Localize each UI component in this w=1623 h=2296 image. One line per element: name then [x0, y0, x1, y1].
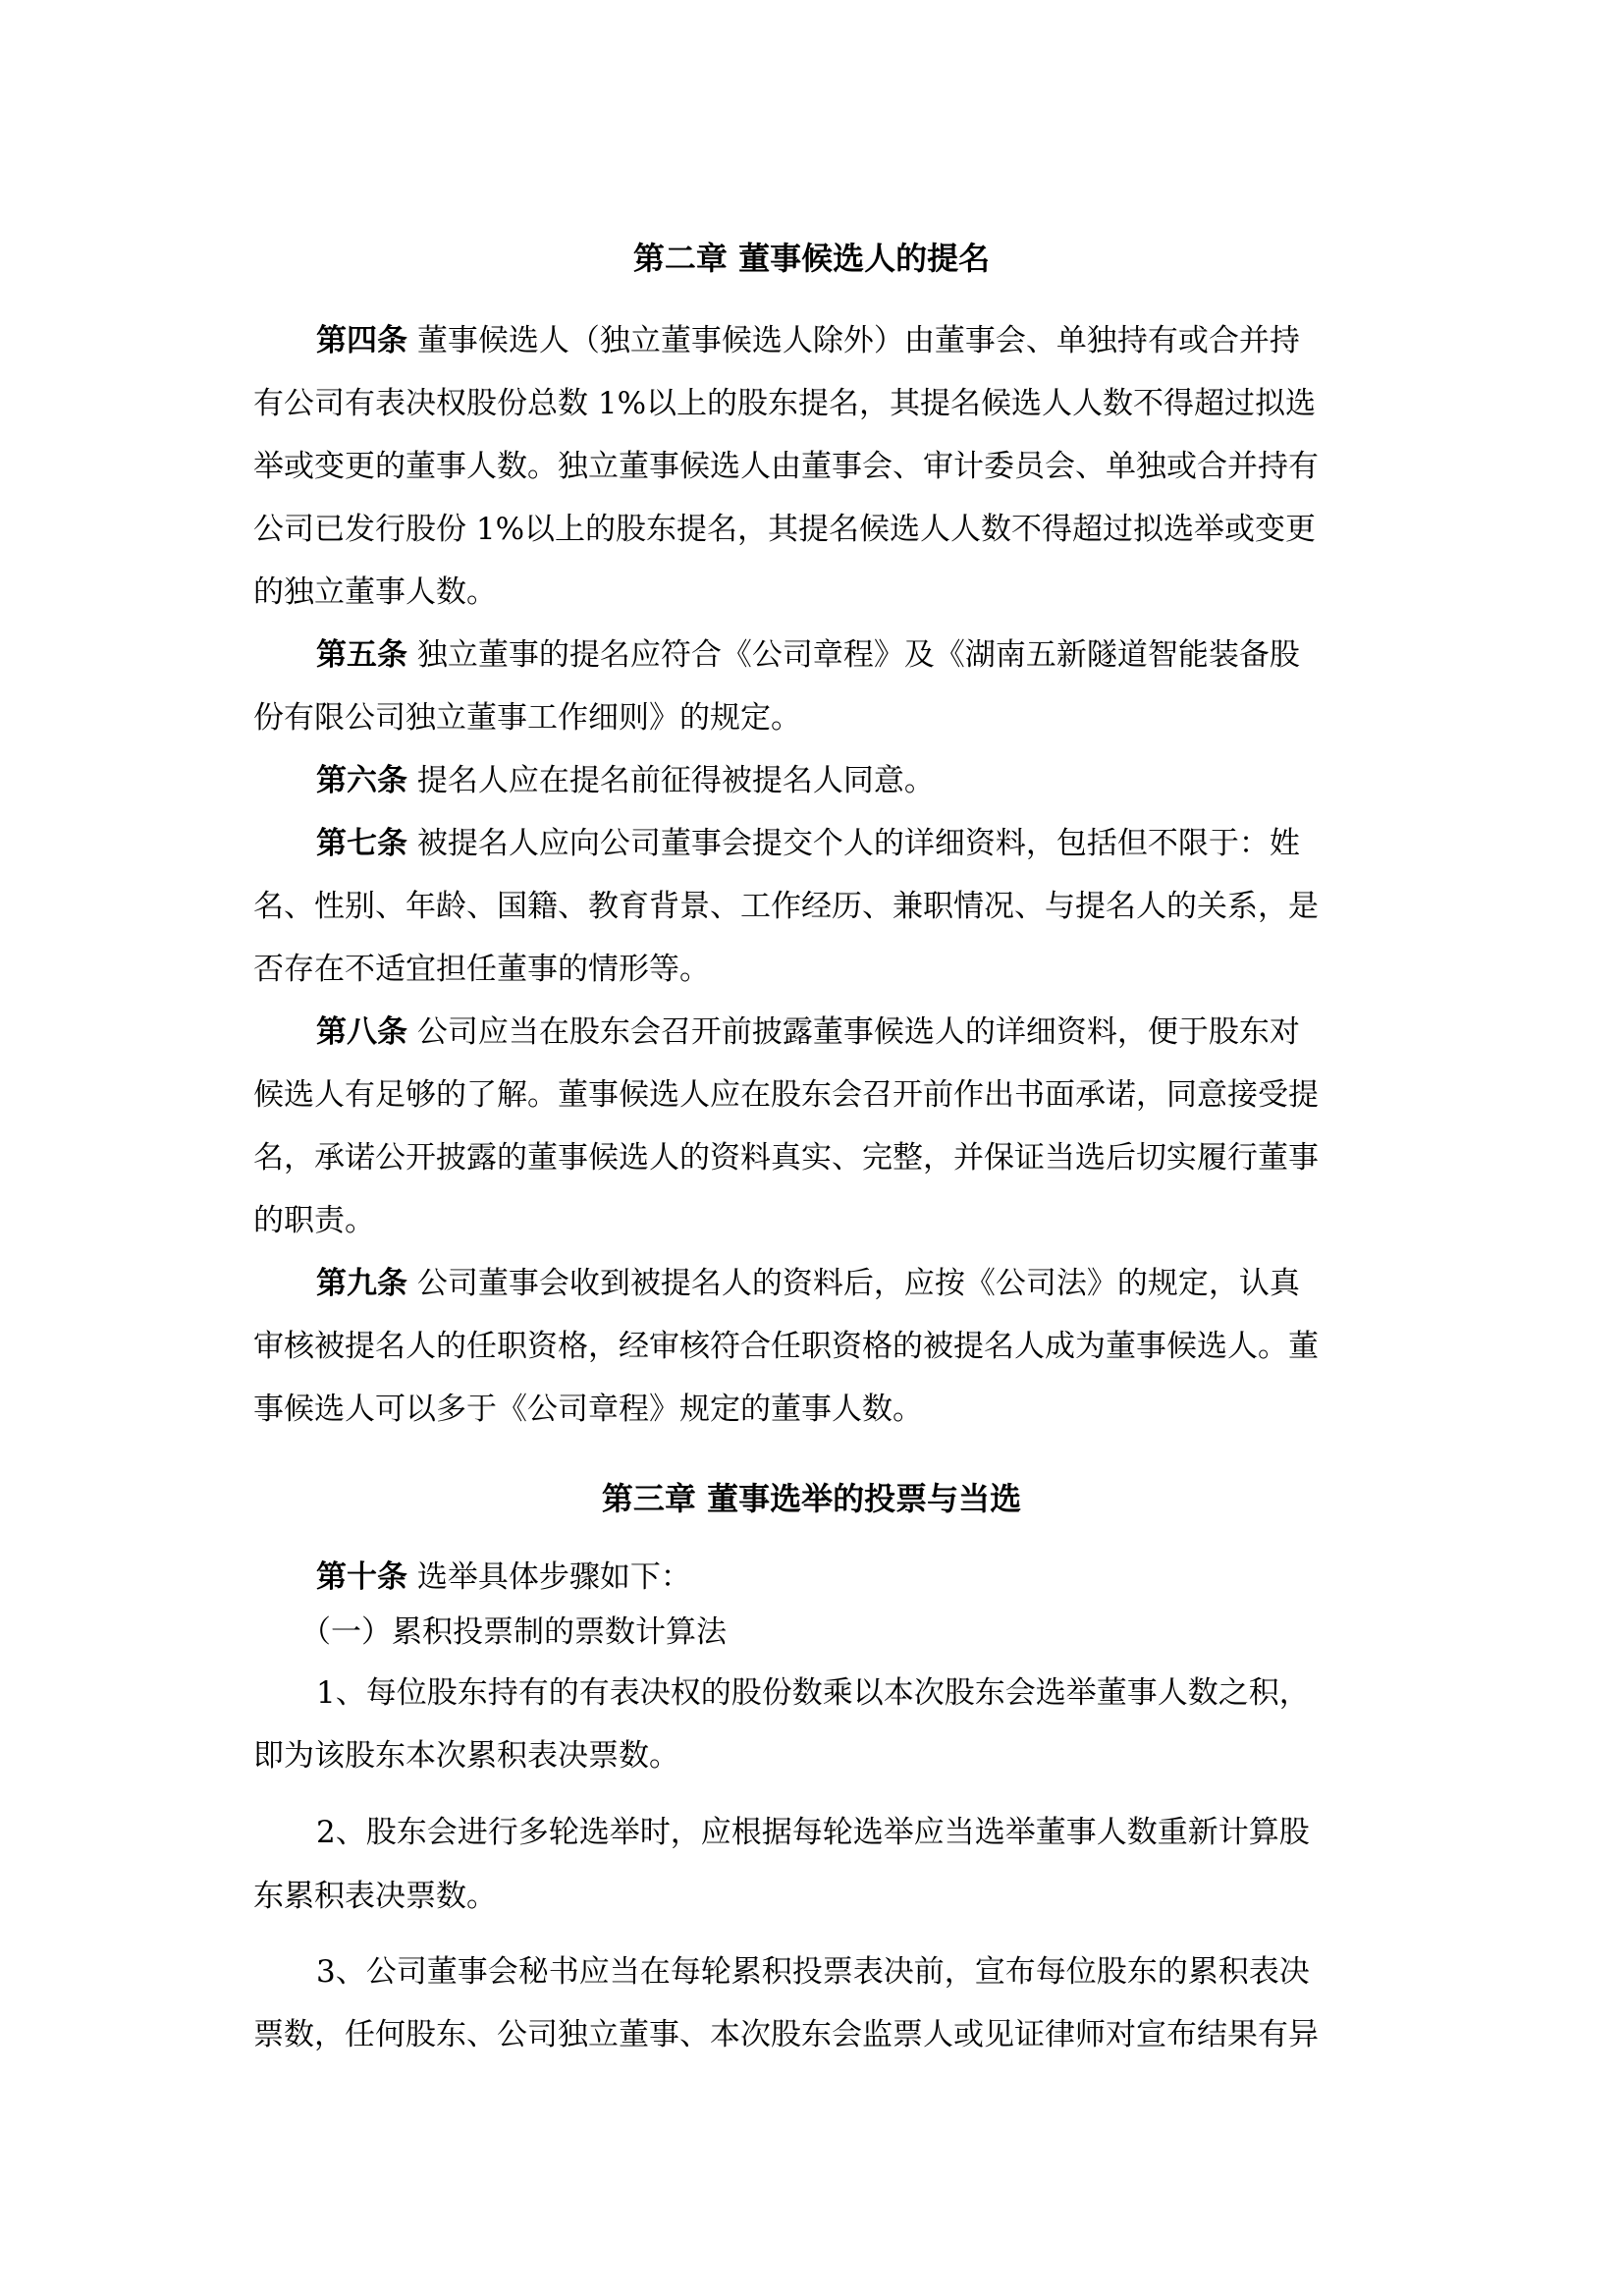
article-4-line-1: 第四条 董事候选人（独立董事候选人除外）由董事会、单独持有或合并持	[316, 323, 1300, 358]
item-3-line-1: 3、公司董事会秘书应当在每轮累积投票表决前，宣布每位股东的累积表决	[316, 1954, 1310, 1990]
article-4-label: 第四条	[316, 323, 407, 358]
article-8-line-4: 的职责。	[253, 1203, 375, 1238]
article-8-label: 第八条	[316, 1014, 407, 1050]
item-2-line-2: 东累积表决票数。	[253, 1879, 497, 1914]
article-5-line-2: 份有限公司独立董事工作细则》的规定。	[253, 700, 801, 736]
article-6-label: 第六条	[316, 763, 407, 798]
article-5-label: 第五条	[316, 637, 407, 673]
article-4-line-2: 有公司有表决权股份总数 1%以上的股东提名，其提名候选人人数不得超过拟选	[253, 386, 1317, 421]
article-8-line-3: 名，承诺公开披露的董事候选人的资料真实、完整，并保证当选后切实履行董事	[253, 1140, 1319, 1175]
item-1-line-1: 1、每位股东持有的有表决权的股份数乘以本次股东会选举董事人数之积，	[316, 1675, 1310, 1711]
article-4-line-3: 举或变更的董事人数。独立董事候选人由董事会、审计委员会、单独或合并持有	[253, 449, 1319, 484]
item-2-line-1: 2、股东会进行多轮选举时，应根据每轮选举应当选举董事人数重新计算股	[316, 1815, 1310, 1850]
article-10-label: 第十条	[316, 1559, 407, 1595]
article-9-line-3: 事候选人可以多于《公司章程》规定的董事人数。	[253, 1392, 923, 1427]
article-9-line-1: 第九条 公司董事会收到被提名人的资料后，应按《公司法》的规定，认真	[316, 1266, 1300, 1301]
chapter-3-heading: 第三章 董事选举的投票与当选	[601, 1480, 1022, 1517]
article-7-label: 第七条	[316, 826, 407, 861]
article-4-line-4: 公司已发行股份 1%以上的股东提名，其提名候选人人数不得超过拟选举或变更	[253, 512, 1317, 547]
article-9-line-2: 审核被提名人的任职资格，经审核符合任职资格的被提名人成为董事候选人。董	[253, 1329, 1319, 1364]
article-8-line-2: 候选人有足够的了解。董事候选人应在股东会召开前作出书面承诺，同意接受提	[253, 1077, 1319, 1113]
subsection-1-heading: （一）累积投票制的票数计算法	[300, 1614, 727, 1650]
article-5-line-1: 第五条 独立董事的提名应符合《公司章程》及《湖南五新隧道智能装备股	[316, 637, 1300, 673]
chapter-2-heading: 第二章 董事候选人的提名	[632, 240, 991, 277]
article-6-line-1: 第六条 提名人应在提名前征得被提名人同意。	[316, 763, 935, 798]
article-7-line-1: 第七条 被提名人应向公司董事会提交个人的详细资料，包括但不限于：姓	[316, 826, 1300, 861]
article-10-line-1: 第十条 选举具体步骤如下：	[316, 1559, 691, 1595]
item-3-line-2: 票数，任何股东、公司独立董事、本次股东会监票人或见证律师对宣布结果有异	[253, 2017, 1319, 2052]
article-7-line-2: 名、性别、年龄、国籍、教育背景、工作经历、兼职情况、与提名人的关系，是	[253, 889, 1319, 924]
article-8-line-1: 第八条 公司应当在股东会召开前披露董事候选人的详细资料，便于股东对	[316, 1014, 1300, 1050]
item-1-line-2: 即为该股东本次累积表决票数。	[253, 1738, 679, 1774]
article-7-line-3: 否存在不适宜担任董事的情形等。	[253, 952, 710, 987]
article-4-line-5: 的独立董事人数。	[253, 574, 497, 610]
article-9-label: 第九条	[316, 1266, 407, 1301]
